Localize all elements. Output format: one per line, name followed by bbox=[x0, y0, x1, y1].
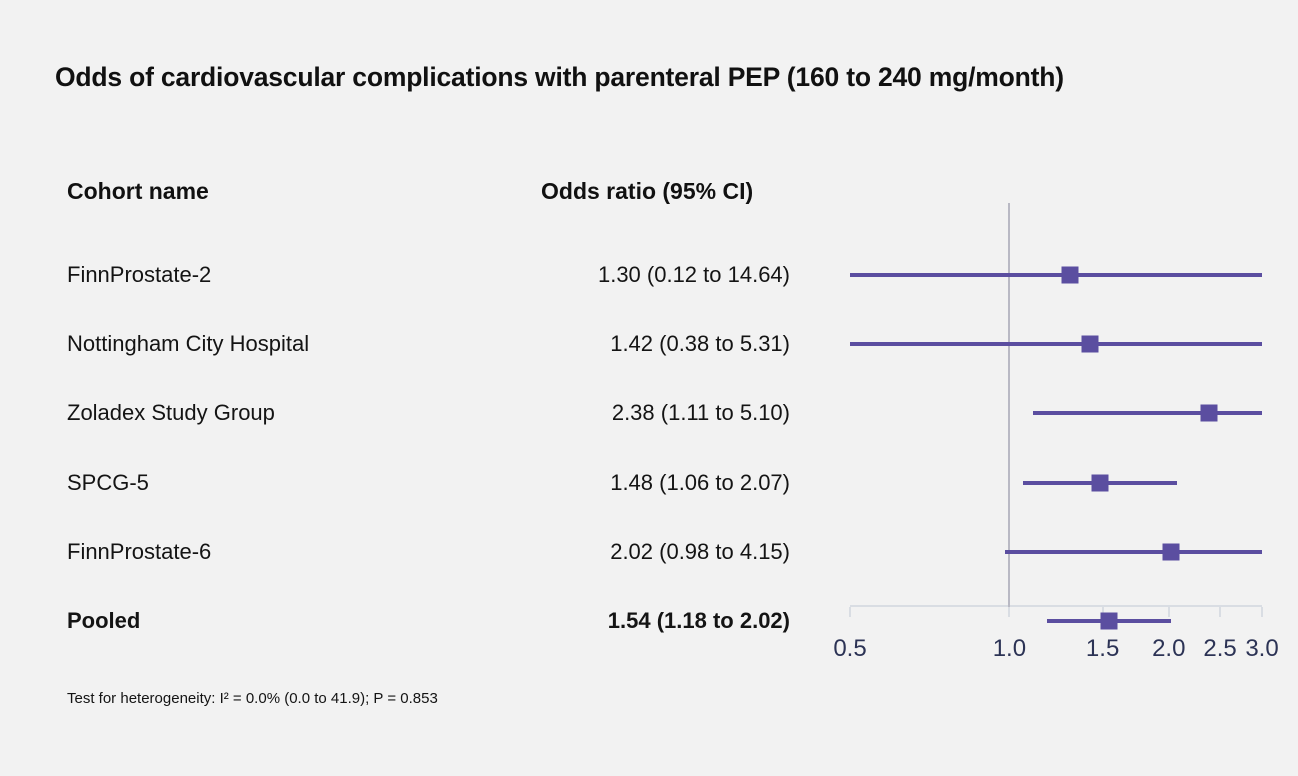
x-tick-label: 3.0 bbox=[1245, 635, 1279, 662]
point-estimate-marker bbox=[1100, 613, 1117, 630]
row-estimate: 1.54 (1.18 to 2.02) bbox=[607, 608, 790, 633]
column-header-odds-ratio: Odds ratio (95% CI) bbox=[541, 178, 754, 204]
null-effect-line bbox=[1008, 203, 1010, 607]
point-estimate-marker bbox=[1082, 336, 1099, 353]
x-tick bbox=[1219, 607, 1221, 617]
x-tick bbox=[1168, 607, 1170, 617]
row-estimate: 1.48 (1.06 to 2.07) bbox=[610, 469, 790, 495]
confidence-interval-line bbox=[1033, 411, 1262, 415]
plot-area bbox=[820, 195, 1279, 685]
row-estimate: 1.42 (0.38 to 5.31) bbox=[610, 331, 790, 357]
point-estimate-marker bbox=[1200, 405, 1217, 422]
row-estimate: 2.02 (0.98 to 4.15) bbox=[610, 538, 790, 564]
row-label: FinnProstate-6 bbox=[67, 538, 212, 564]
row-label: FinnProstate-2 bbox=[67, 262, 212, 287]
x-tick-label: 2.5 bbox=[1203, 635, 1237, 662]
confidence-interval-line bbox=[850, 342, 1262, 346]
point-estimate-marker bbox=[1061, 267, 1078, 284]
x-tick bbox=[1008, 607, 1010, 617]
x-axis-line bbox=[850, 605, 1262, 607]
confidence-interval-line bbox=[850, 273, 1262, 277]
point-estimate-marker bbox=[1163, 543, 1180, 560]
x-tick bbox=[1261, 607, 1263, 617]
chart-title: Odds of cardiovascular complications with parenteral PEP (160 to 240 mg/month) bbox=[55, 62, 1064, 92]
heterogeneity-footnote: Test for heterogeneity: I² = 0.0% (0.0 to 41.9); P = 0.853 bbox=[67, 690, 438, 707]
row-label: Nottingham City Hospital bbox=[67, 331, 310, 357]
x-tick-label: 2.0 bbox=[1152, 635, 1186, 662]
row-label: SPCG-5 bbox=[67, 469, 149, 495]
x-tick bbox=[849, 607, 851, 617]
x-tick-label: 0.5 bbox=[833, 635, 867, 662]
row-label: Zoladex Study Group bbox=[67, 400, 275, 426]
x-tick-label: 1.5 bbox=[1085, 635, 1120, 662]
x-tick-label: 1.0 bbox=[992, 635, 1027, 662]
row-label: Pooled bbox=[67, 608, 141, 633]
row-estimate: 2.38 (1.11 to 5.10) bbox=[611, 400, 790, 426]
row-estimate: 1.30 (0.12 to 14.64) bbox=[597, 262, 790, 287]
column-header-cohort-name: Cohort name bbox=[67, 178, 209, 204]
confidence-interval-line bbox=[1005, 550, 1262, 554]
point-estimate-marker bbox=[1091, 474, 1108, 491]
